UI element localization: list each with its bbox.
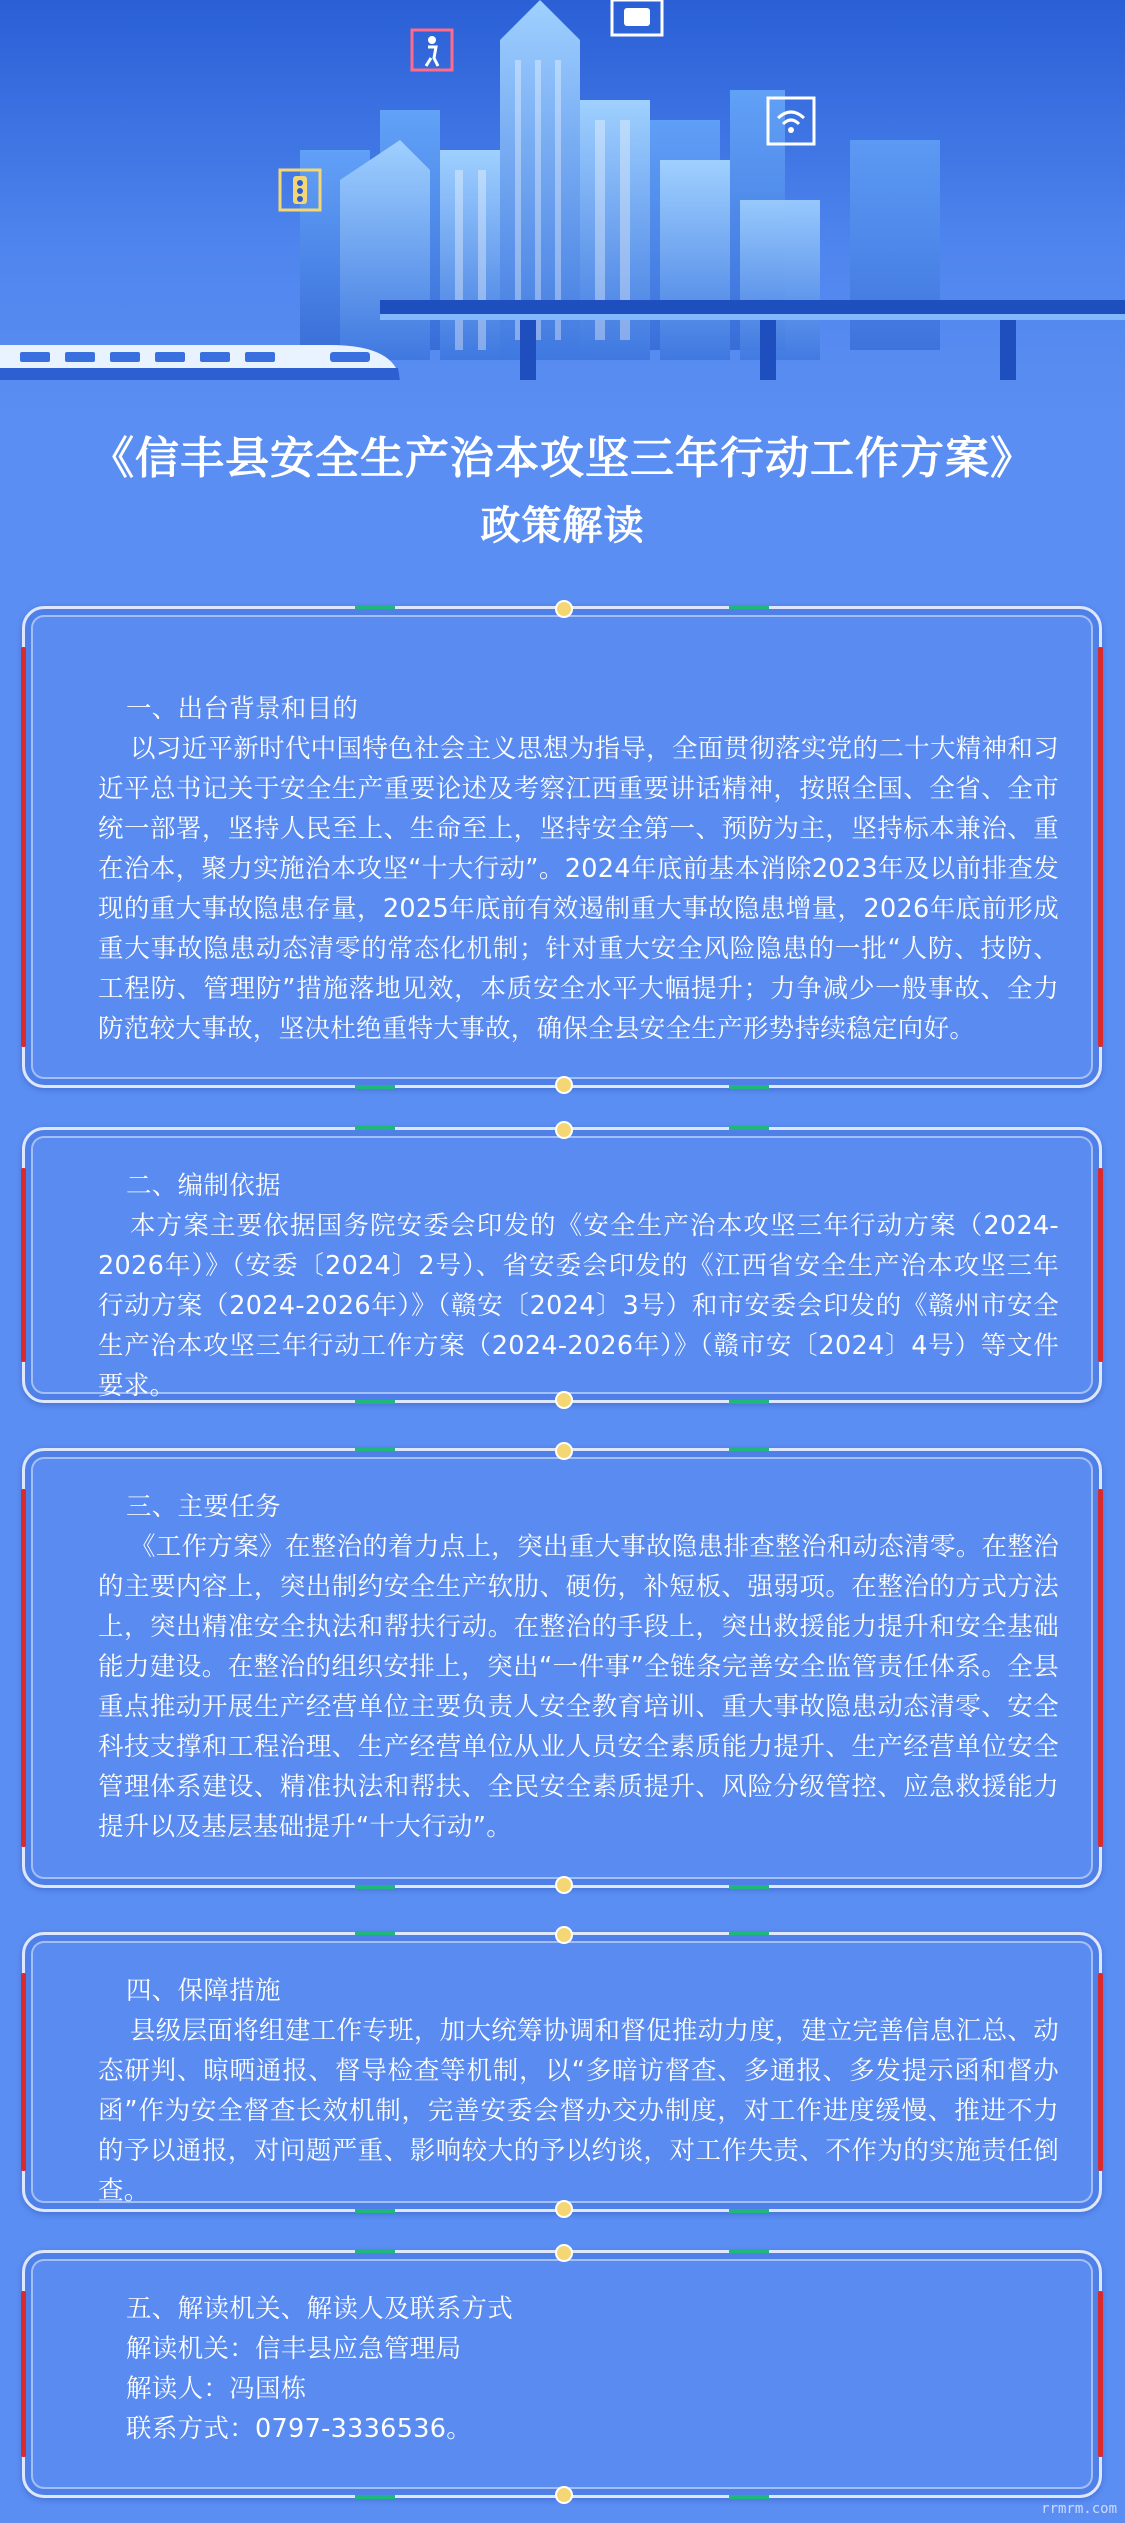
section-safeguards-content: [98, 1971, 1059, 2211]
contact-phone: 联系方式：0797-3336536。: [126, 2414, 473, 2444]
section-heading: 一、出台背景和目的: [126, 694, 359, 724]
section-paragraph: 以习近平新时代中国特色社会主义思想为指导，全面贯彻落实党的二十大精神和习近平总书记关于安全生产重要论述及考察江西重要讲话精神，按照全国、全省、全市统一部署，坚持人民至上、生命至上，坚持安全第一、预防为主，坚持标本兼治、重在治本，聚力实施治本攻坚“十大行动”。2024年底前基本消除2023年及以前排查发现的重大事故隐患存量，2025年底前有效遏制重大事故隐患增量，2026年底前形成重大事故隐患动态清零的常态化机制；针对重大安全风险隐患的一批“人防、技防、工程防、管理防”措施落地见效，本质安全水平大幅提升；力争减少一般事故、全力防范较大事故，坚决杜绝重特大事故，确保全县安全生产形势持续稳定向好。: [98, 734, 1059, 1044]
section-panel-contact: [22, 2250, 1102, 2498]
section-paragraph: 《工作方案》在整治的着力点上，突出重大事故隐患排查整治和动态清零。在整治的主要内容上，突出制约安全生产软肋、硬伤，补短板、强弱项。在整治的方式方法上，突出精准安全执法和帮扶行动。在整治的手段上，突出救援能力提升和安全基础能力建设。在整治的组织安排上，突出“一件事”全链条完善安全监管责任体系。全县重点推动开展生产经营单位主要负责人安全教育培训、重大事故隐患动态清零、安全科技支撑和工程治理、生产经营单位从业人员安全素质能力提升、生产经营单位安全管理体系建设、精准执法和帮扶、全民安全素质提升、风险分级管控、应急救援能力提升以及基层基础提升“十大行动”。: [98, 1532, 1059, 1842]
section-contact-content: [98, 2289, 1059, 2449]
section-tasks-content: [98, 1487, 1059, 1847]
title-line-2: 政策解读: [480, 502, 645, 549]
section-paragraph: 本方案主要依据国务院安委会印发的《安全生产治本攻坚三年行动方案（2024-2026年）》（安委〔2024〕2号）、省安委会印发的《江西省安全生产治本攻坚三年行动方案（2024-2026年）》（赣安〔2024〕3号）和市安委会印发的《赣州市安全生产治本攻坚三年行动工作方案（2024-2026年）》（赣市安〔2024〕4号）等文件要求。: [98, 1211, 1059, 1401]
section-basis-content: [98, 1166, 1059, 1406]
watermark: rrmrm.com: [1041, 2501, 1117, 2517]
contact-person: 解读人：冯国栋: [126, 2374, 307, 2404]
section-heading: 二、编制依据: [126, 1171, 281, 1201]
section-heading: 五、解读机关、解读人及联系方式: [126, 2294, 514, 2324]
section-panel-tasks: [22, 1448, 1102, 1888]
page-title: [0, 428, 1125, 556]
section-heading: 三、主要任务: [126, 1492, 281, 1522]
header-banner: [0, 0, 1125, 420]
section-heading: 四、保障措施: [126, 1976, 281, 2006]
section-panel-safeguards: [22, 1932, 1102, 2212]
section-panel-basis: [22, 1127, 1102, 1403]
contact-organization: 解读机关：信丰县应急管理局: [126, 2334, 462, 2364]
train-illustration: [0, 345, 400, 380]
section-paragraph: 县级层面将组建工作专班，加大统筹协调和督促推动力度，建立完善信息汇总、动态研判、晾晒通报、督导检查等机制，以“多暗访督查、多通报、多发提示函和督办函”作为安全督查长效机制，完善安委会督办交办制度，对工作进度缓慢、推进不力的予以通报，对问题严重、影响较大的予以约谈，对工作失责、不作为的实施责任倒查。: [98, 2016, 1059, 2206]
title-line-1: 《信丰县安全生产治本攻坚三年行动工作方案》: [90, 433, 1035, 484]
section-panel-background: [22, 606, 1102, 1088]
section-background-content: [98, 689, 1059, 1049]
city-illustration: [0, 0, 1125, 420]
